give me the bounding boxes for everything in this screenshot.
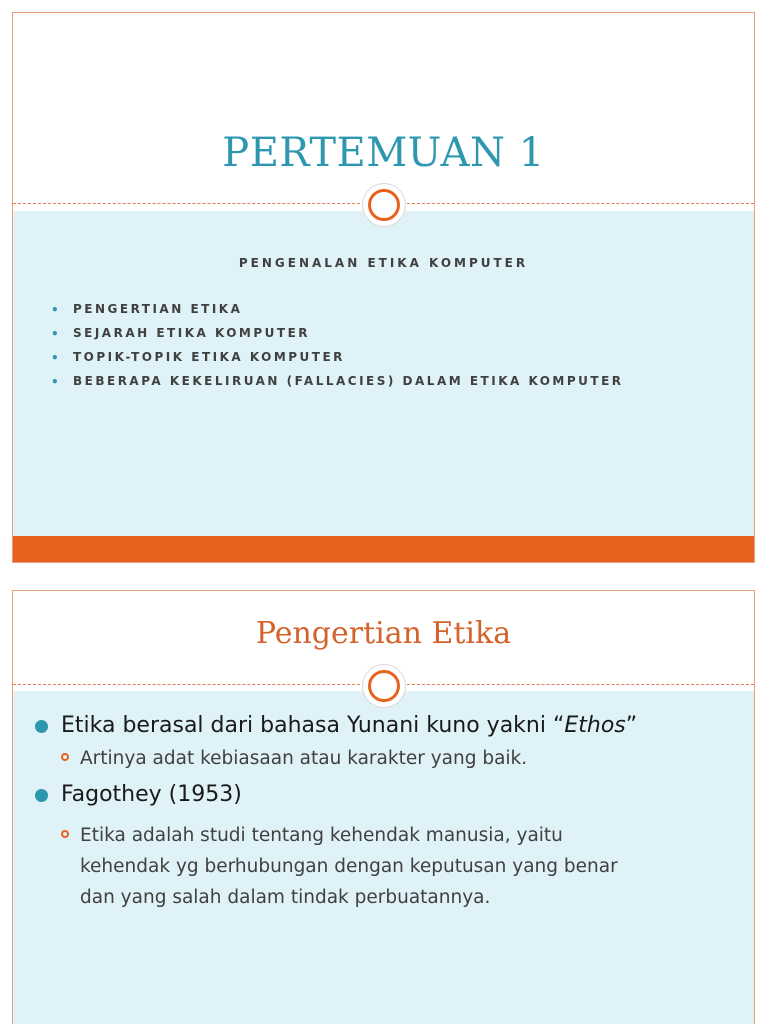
- circle-ornament: [362, 664, 406, 708]
- sub-bullet-point: [61, 743, 735, 774]
- bullet-text-end: ”: [625, 713, 638, 738]
- list-item-label: TOPIK-TOPIK ETIKA KOMPUTER: [73, 350, 345, 364]
- slide-2-title: Pengertian Etika: [255, 616, 512, 651]
- bullet-point: [35, 778, 735, 812]
- list-item: [49, 349, 624, 373]
- ring-icon: [368, 670, 400, 702]
- bottom-accent-band: [13, 536, 754, 563]
- ring-bullet-icon: [61, 753, 69, 761]
- bullet-text: Etika berasal dari bahasa Yunani kuno yakni “: [61, 713, 565, 738]
- circle-ornament: [362, 183, 406, 227]
- list-item: [49, 373, 624, 397]
- sub-bullet-text: Artinya adat kebiasaan atau karakter yang baik.: [80, 748, 528, 769]
- slide-1-title: PERTEMUAN 1: [222, 130, 545, 176]
- list-item-label: SEJARAH ETIKA KOMPUTER: [73, 326, 311, 340]
- bullet-icon: •: [51, 351, 59, 365]
- bullet-icon: •: [51, 375, 59, 389]
- bullet-point: [35, 709, 735, 743]
- bullet-icon: •: [51, 327, 59, 341]
- list-item: [49, 301, 624, 325]
- list-item-label: PENGERTIAN ETIKA: [73, 302, 243, 316]
- bullet-text: Fagothey (1953): [61, 782, 242, 807]
- list-item: [49, 325, 624, 349]
- bullet-dot-icon: [35, 720, 48, 733]
- ring-icon: [368, 189, 400, 221]
- list-item-label: BEBERAPA KEKELIRUAN (FALLACIES) DALAM ETIKA KOMPUTER: [73, 374, 624, 388]
- topic-list: [49, 301, 624, 397]
- slide-1-subtitle: PENGENALAN ETIKA KOMPUTER: [238, 256, 529, 270]
- sub-bullet-text-line: kehendak yg berhubungan dengan keputusan yang benar: [80, 856, 618, 877]
- ring-bullet-icon: [61, 830, 69, 838]
- bullet-icon: •: [51, 303, 59, 317]
- bullet-dot-icon: [35, 789, 48, 802]
- slide-1: [12, 12, 755, 563]
- bullet-text-italic: Ethos: [564, 713, 626, 738]
- slide-2: [12, 590, 755, 1024]
- sub-bullet-point: [61, 820, 735, 913]
- sub-bullet-text-line: dan yang salah dalam tindak perbuatannya.: [80, 887, 491, 908]
- sub-bullet-text-line: Etika adalah studi tentang kehendak manusia, yaitu: [80, 825, 563, 846]
- slide-2-content: [35, 709, 735, 913]
